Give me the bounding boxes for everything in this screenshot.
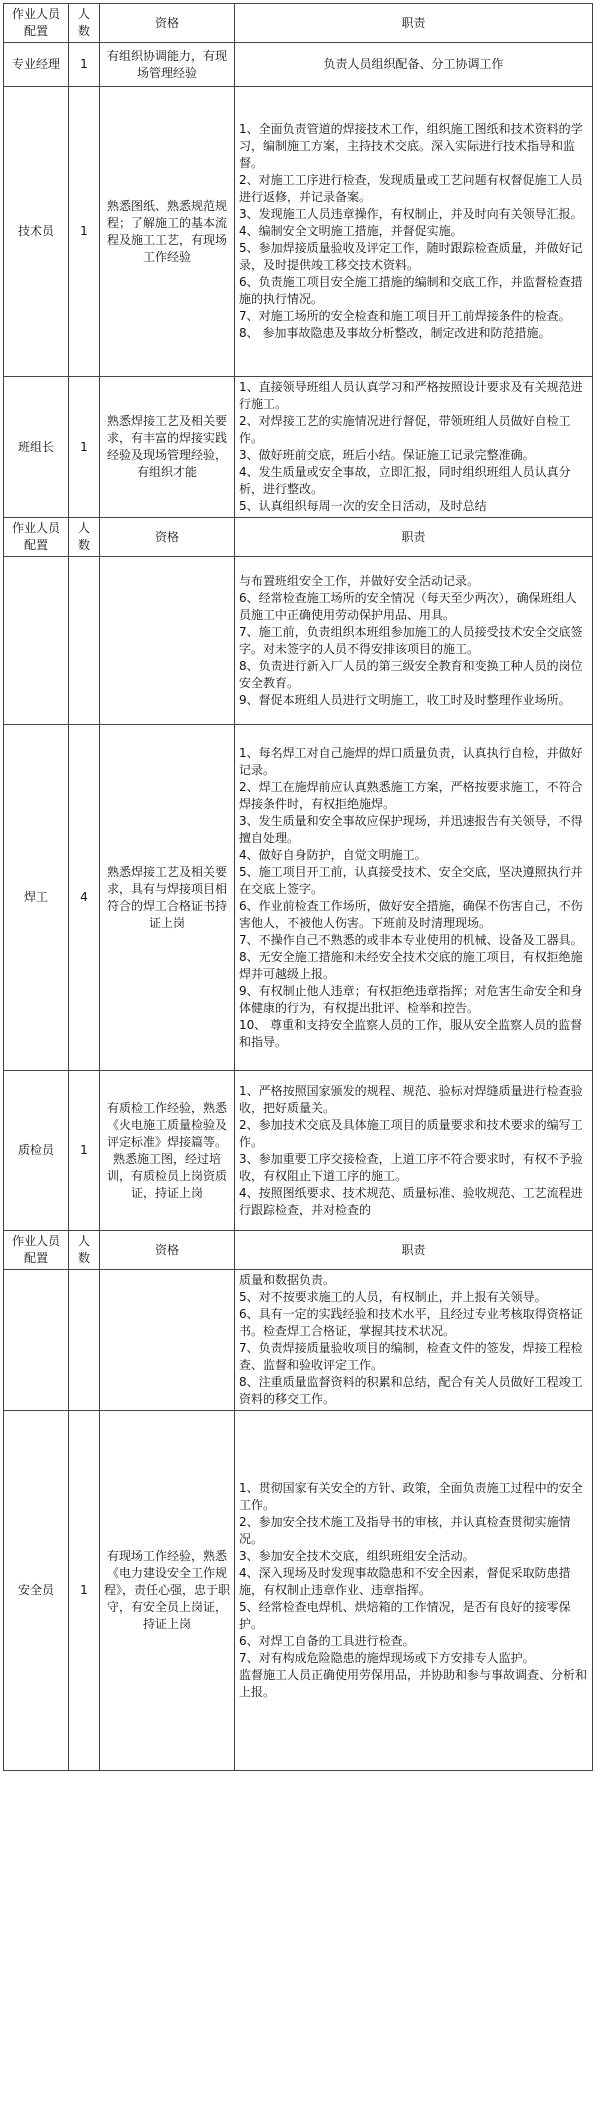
role-row	[4, 1411, 593, 1771]
role-name: 焊工	[4, 725, 69, 1071]
duty-item: 4、按照图纸要求、技术规范、质量标准、验收规范、工艺流程进行跟踪检查，并对检查的	[239, 1185, 583, 1217]
duty-item: 5、经常检查电焊机、烘焙箱的工作情况，是否有良好的接零保护。	[239, 1600, 571, 1631]
duty-item: 质量和数据负责。	[239, 1273, 336, 1287]
duty-item: 9、有权制止他人违章；有权拒绝违章指挥；对危害生命安全和身体健康的行为，有权提出批评、检举和控告。	[239, 983, 583, 1015]
role-row	[4, 1270, 593, 1411]
header-count: 人数	[69, 518, 100, 557]
duty-item: 7、不操作自己不熟悉的或非本专业使用的机械、设备及工器具。	[239, 932, 583, 947]
duty-item: 5、参加焊接质量验收及评定工作，随时跟踪检查质量，并做好记录，及时提供竣工移交技术资料。	[239, 241, 583, 272]
duty-item: 9、督促本班组人员进行文明施工，收工时及时整理作业场所。	[239, 692, 571, 707]
duty-item: 8、注重质量监督资料的积累和总结，配合有关人员做好工程竣工资料的移交工作。	[239, 1375, 583, 1406]
duty-item: 8、 参加事故隐患及事故分析整改，制定改进和防范措施。	[239, 326, 551, 340]
header-duty: 职责	[235, 518, 593, 557]
role-qualification: 熟悉焊接工艺及相关要求，有丰富的焊接实践经验及现场管理经验，有组织才能	[100, 377, 235, 518]
role-qualification: 有质检工作经验，熟悉《火电施工质量检验及评定标准》焊接篇等。熟悉施工图，经过培训，有质检员上岗资质证，持证上岗	[100, 1071, 235, 1231]
role-qualification	[100, 1270, 235, 1411]
duty-item: 1、全面负责管道的焊接技术工作，组织施工图纸和技术资料的学习，编制施工方案，主持技术交底。深入实际进行技术指导和监督。	[239, 122, 583, 170]
role-name: 班组长	[4, 377, 69, 518]
duty-item: 1、每名焊工对自己施焊的焊口质量负责，认真执行自检，并做好记录。	[239, 745, 583, 777]
role-count	[69, 557, 100, 725]
role-row	[4, 43, 593, 87]
role-row	[4, 377, 593, 518]
duty-item: 与布置班组安全工作，并做好安全活动记录。	[239, 573, 480, 588]
duty-item: 7、对有构成危险隐患的施焊现场或下方安排专人监护。	[239, 1651, 535, 1665]
role-count: 4	[69, 725, 100, 1071]
duty-item: 5、施工项目开工前，认真接受技术、安全交底，坚决遵照执行并在交底上签字。	[239, 864, 583, 896]
duty-item: 4、编制安全文明施工措施，并督促实施。	[239, 224, 463, 238]
header-role: 作业人员配置	[4, 4, 69, 43]
role-count	[69, 1270, 100, 1411]
duty-item: 监督施工人员正确使用劳保用品，并协助和参与事故调查、分析和上报。	[239, 1668, 588, 1699]
role-duties	[235, 725, 593, 1071]
duty-item: 7、施工前，负责组织本班组参加施工的人员接受技术安全交底签字。对未签字的人员不得安排该项目的施工。	[239, 624, 583, 656]
role-duties	[235, 1411, 593, 1771]
duty-item: 6、作业前检查工作场所，做好安全措施，确保不伤害自己，不伤害他人，不被他人伤害。下班前及时清理现场。	[239, 898, 583, 930]
duty-item: 1、直接领导班组人员认真学习和严格按照设计要求及有关规范进行施工。	[239, 380, 583, 411]
duty-item: 6、负责施工项目安全施工措施的编制和交底工作，并监督检查措施的执行情况。	[239, 275, 583, 306]
role-duties	[235, 43, 593, 87]
duty-table-body	[4, 4, 593, 1771]
duty-item: 4、做好自身防护，自觉文明施工。	[239, 847, 427, 862]
role-duties	[235, 87, 593, 377]
role-row	[4, 1071, 593, 1231]
header-count: 人数	[69, 1231, 100, 1270]
duty-item: 负责人员组织配备、分工协调工作	[323, 57, 504, 71]
role-count: 1	[69, 377, 100, 518]
duty-item: 1、严格按照国家颁发的规程、规范、验标对焊缝质量进行检查验收，把好质量关。	[239, 1083, 583, 1115]
duty-table-sheet	[3, 3, 593, 1771]
duty-item: 3、参加重要工序交接检查，上道工序不符合要求时，有权不予验收，有权阻止下道工序的施工。	[239, 1151, 583, 1183]
role-name: 安全员	[4, 1411, 69, 1771]
role-count: 1	[69, 1071, 100, 1231]
role-name	[4, 557, 69, 725]
duty-item: 7、对施工场所的安全检查和施工项目开工前焊接条件的检查。	[239, 309, 571, 323]
header-role: 作业人员配置	[4, 1231, 69, 1270]
duty-item: 3、做好班前交底，班后小结。保证施工记录完整准确。	[239, 448, 535, 462]
header-row	[4, 4, 593, 43]
role-qualification: 熟悉图纸、熟悉规范规程；了解施工的基本流程及施工工艺，有现场工作经验	[100, 87, 235, 377]
duty-item: 5、认真组织每周一次的安全日活动，及时总结	[239, 499, 487, 513]
duty-table	[3, 3, 593, 1771]
duty-item: 2、对施工工序进行检查，发现质量或工艺问题有权督促施工人员进行返修，并记录备案。	[239, 173, 583, 204]
duty-item: 8、无安全施工措施和未经安全技术交底的施工项目，有权拒绝施焊并可越级上报。	[239, 949, 583, 981]
duty-item: 5、对不按要求施工的人员，有权制止，并上报有关领导。	[239, 1290, 547, 1304]
duty-item: 2、焊工在施焊前应认真熟悉施工方案，严格按要求施工，不符合焊接条件时，有权拒绝施焊。	[239, 779, 583, 811]
role-qualification	[100, 557, 235, 725]
role-row	[4, 557, 593, 725]
role-duties	[235, 1270, 593, 1411]
header-qual: 资格	[100, 518, 235, 557]
role-count: 1	[69, 1411, 100, 1771]
role-name	[4, 1270, 69, 1411]
role-row	[4, 87, 593, 377]
role-duties	[235, 1071, 593, 1231]
header-qual: 资格	[100, 4, 235, 43]
header-count: 人数	[69, 4, 100, 43]
header-role: 作业人员配置	[4, 518, 69, 557]
role-name: 质检员	[4, 1071, 69, 1231]
duty-item: 3、发现施工人员违章操作，有权制止，并及时向有关领导汇报。	[239, 207, 583, 221]
header-row	[4, 518, 593, 557]
duty-item: 6、经常检查施工场所的安全情况（每天至少两次），确保班组人员施工中正确使用劳动保护用品、用具。	[239, 590, 577, 622]
role-count: 1	[69, 43, 100, 87]
header-qual: 资格	[100, 1231, 235, 1270]
role-count: 1	[69, 87, 100, 377]
role-duties	[235, 377, 593, 518]
duty-item: 4、深入现场及时发现事故隐患和不安全因素，督促采取防患措施，有权制止违章作业、违章指挥。	[239, 1566, 571, 1597]
header-duty: 职责	[235, 4, 593, 43]
duty-item: 6、具有一定的实践经验和技术水平，且经过专业考核取得资格证书。检查焊工合格证，掌握其技术状况。	[239, 1307, 583, 1338]
duty-item: 3、发生质量和安全事故应保护现场，并迅速报告有关领导，不得擅自处理。	[239, 813, 583, 845]
role-duties	[235, 557, 593, 725]
header-row	[4, 1231, 593, 1270]
role-qualification: 熟悉焊接工艺及相关要求，具有与焊接项目相符合的焊工合格证书持证上岗	[100, 725, 235, 1071]
role-row	[4, 725, 593, 1071]
duty-item: 1、贯彻国家有关安全的方针、政策，全面负责施工过程中的安全工作。	[239, 1481, 583, 1512]
duty-item: 2、参加技术交底及具体施工项目的质量要求和技术要求的编写工作。	[239, 1117, 583, 1149]
duty-item: 4、发生质量或安全事故，立即汇报，同时组织班组人员认真分析，进行整改。	[239, 465, 571, 496]
duty-item: 2、对焊接工艺的实施情况进行督促，带领班组人员做好自检工作。	[239, 414, 571, 445]
role-qualification: 有现场工作经验，熟悉《电力建设安全工作规程》，责任心强，忠于职守，有安全员上岗证，持证上岗	[100, 1411, 235, 1771]
duty-item: 2、参加安全技术施工及指导书的审核，并认真检查贯彻实施情况。	[239, 1515, 571, 1546]
header-duty: 职责	[235, 1231, 593, 1270]
duty-item: 10、 尊重和支持安全监察人员的工作，服从安全监察人员的监督和指导。	[239, 1017, 583, 1049]
duty-item: 8、负责进行新入厂人员的第三级安全教育和变换工种人员的岗位安全教育。	[239, 658, 583, 690]
role-qualification: 有组织协调能力，有现场管理经验	[100, 43, 235, 87]
role-name: 技术员	[4, 87, 69, 377]
duty-item: 6、对焊工自备的工具进行检查。	[239, 1634, 415, 1648]
duty-item: 3、参加安全技术交底，组织班组安全活动。	[239, 1549, 475, 1563]
duty-item: 7、负责焊接质量验收项目的编制，检查文件的签发，焊接工程检查、监督和验收评定工作。	[239, 1341, 583, 1372]
role-name: 专业经理	[4, 43, 69, 87]
